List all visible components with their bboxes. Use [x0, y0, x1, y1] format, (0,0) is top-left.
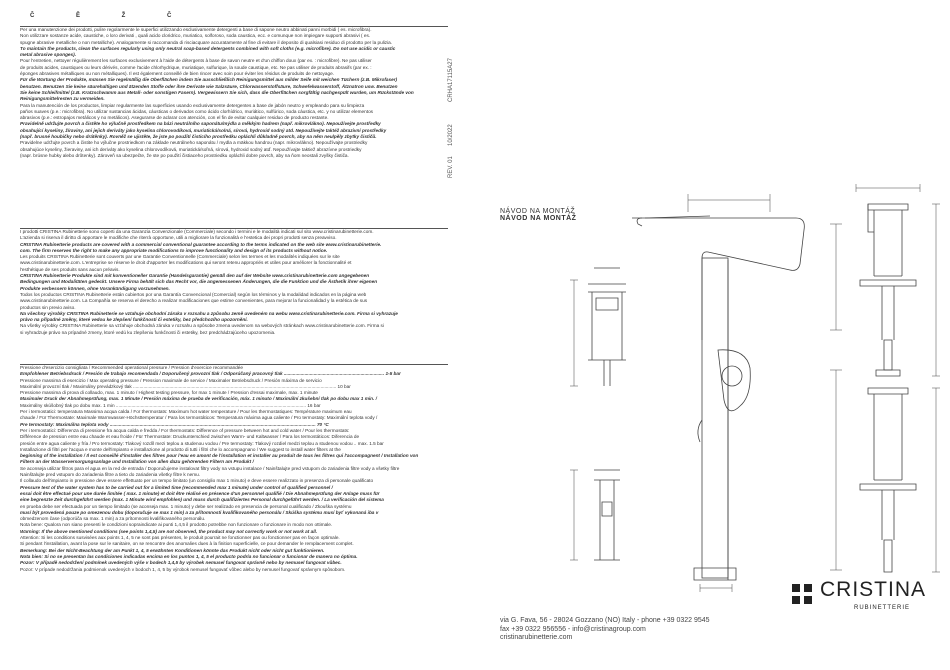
text-line: Non utilizzare sostanze acide, caustiche, o loro derivati , quali acido cloridrico, muriatico, solforoso, soda caustica, ecc. e comunque non impiegare supporti abrasivi ( es. — [20, 33, 371, 39]
text-line: Pozor: V prípade nedodržania podmienok uvedených v bodoch 1, 4, 5 by výrobok nemusel fungovať vôbec alebo by nemusel fungovať správnym spôsobom. — [20, 566, 346, 572]
text-line: eine begrenzte Zeit durchgeführt werden (max. 1 Minute wird empfohlen) und muss durch qualifiziertes Personal durchgeführt werden. / La verificación del sistema — [20, 497, 384, 503]
text-line: Na všechny výrobky CRISTINA Rubinetterie se vztahuje obchodní záruka v rozsahu a způsobu země uvedeném na webu www.cristinarubinetterie.com. Firma si vyhrazuje — [20, 310, 398, 316]
text-line: Filtern an der Wasserversorgungsanlage und Installation von allen dazu gehörenden Filtern am Produkt / — [20, 459, 254, 465]
text-line: Für die Wartung der Produkte, müssen Sie regelmäßig die Oberflächen indem Sie ausschließlich Reinigungsmittel aus milder Seife mit weichen Tüchern (z.B. Mikrofaser) — [20, 77, 398, 83]
text-line: Différence de pression entre eau chaude et eau froide / Für Thermostate: Druckunterschied zwischen Warm- und Kaltwasser / Para los termostáticos: Diferencia de — [20, 434, 360, 440]
text-line: Sie keine Schleifmittel (z.B. Kratzschwamm aus Metall- oder sonstigen Fasern). Vergewissern Sie sich, dass die Oberflächen sorgfältig nachgespült wurden, um Rückstände von — [20, 89, 414, 95]
warranty-section — [20, 228, 448, 361]
cristina-cross-icon — [792, 584, 812, 604]
text-line: éponges abrasives métalliques ou non métalliques). Il est également conseillé de bien rincer avec soin pour éviter les résidus de produits de nettoyage. — [20, 71, 334, 77]
text-line: právo na případné změny, které vedou ke zlepšení funkčnosti či estetiky, bez předchozího upozornění. — [20, 317, 248, 323]
text-line: Todos los productos CRISTINA Rubinetterie están cubiertos por una Garantía Convencional (Comercial) según los términos y la modalidad indicados en la página web — [20, 291, 367, 297]
text-line: Pressure test of the water system has to be carried out for a limited time (recommended max 1 minute) under control of qualified personnel / — [20, 484, 333, 490]
text-line: beginning of the installation / Il est conseillé d'installer des filtres pour l'eau en amont de l'installation et installer au produit de tous les filtres qui l'accompagnent / Installation von — [20, 453, 419, 459]
text-line: presión entre agua caliente y fría / Pro termostaty: Tlakový rozdíl mezi teplou a studenou vodou / Pre termostaty: Tlakový rozdiel medzi teplou a studenou vodou .. max. 1.5 bar — [20, 440, 384, 446]
text-line: Pravidelne udržujte povrch a čistite ho výlučne prostriedkom na základe neutrálneho saponátu / mydla a mäkkou handrou (napr. mikrovlákno). Nepoužívajte prostriedky — [20, 140, 368, 146]
text-line: com. The firm reserves the right to make any appropriate modifications to improve functionality and design of its products without notice. — [20, 247, 328, 253]
installation-title-line2: NÁVOD NA MONTÁŽ — [500, 215, 577, 222]
faucet-handle-cap — [722, 366, 742, 386]
company-contact — [500, 617, 710, 643]
document-revision: REV. 01 — [448, 156, 454, 178]
faucet-spout — [632, 218, 804, 340]
text-line: Maximální provozní tlak / Maximálny prevádzkový tlak ............................................................................................................................................................ 10 bar — [20, 383, 351, 389]
text-line: obsahující kyseliny, žíraviny, ani jejich deriváty jako kyselina chlorovodíková, muriatická/solná, sírová, hydroxid sodný atd. Nepoužívejte taktéž abrazivní prostředky — [20, 127, 387, 133]
technical-data-section — [20, 364, 448, 637]
text-line: Pozor: V případě nedodržení podmínek uvedených výše v bodech 1,4,5 by výrobek nemusel fungovat správně nebo by nemusel fungovat vůbec. — [20, 560, 342, 566]
text-line: I prodotti CRISTINA Rubinetterie sono coperti da una Garanzia Convenzionale (Commerciale) secondo i termini e le modalità indicati sul sito www.cristinarubinetterie.com. — [20, 229, 374, 234]
text-line: Pressione massima di esercizio / Max operating pressure / Pression maximale de service / Maximaler Betriebsdruck / Presión máxima de servicio — [20, 377, 322, 383]
text-line: Il collaudo dell'impianto in pressione deve essere effettuato per un tempo limitato (un consiglio max 1 minuto) e deve essere realizzato in presenza di personale qualificato — [20, 478, 374, 484]
text-line: Nota bene: Qualora non siano presenti le condizioni sopraindicate ai punti 1,4,5 il prodotto potrebbe non funzionare o funzionare in modo non ottimale. — [20, 522, 333, 528]
text-line: L'azienda si riserva il diritto di apportare le modifiche che riterrà opportune, utili a migliorare la funzionalità e l'estetica dei propri prodotti senza preavviso. — [20, 235, 337, 241]
text-line: (napr. brúsne hubky alebo drôtenky). Zároveň sa ubezpečte, že ste po použití čistiaceho prostriedku opláchli dobre povrch, aby na ňom neostali zvyšky čističa. — [20, 152, 349, 158]
text-line: Pre termostaty: Maximálna teplota vody .............................................................................................................................................................. 70 °C — [20, 421, 329, 427]
instructions-text-column — [20, 12, 448, 662]
document-reference-spine — [448, 20, 464, 178]
text-line: www.cristinarubinetterie.com. La Compañía se reserva el derecho a realizar modificaciones que estime convenientes, para mejorar la funcionalidad y la estética de sus — [20, 298, 368, 304]
text-line: Produkte verbessern können, ohne Vorankündigung vorzunehmen. — [20, 285, 170, 291]
faucet-technical-drawing — [470, 180, 950, 600]
cristina-logo — [790, 578, 930, 618]
text-line: Pressione d'esercizio consigliata / Recommended operational pressure / Pression d'exercice recommandée — [20, 365, 243, 370]
text-line: www.cristinarubinetterie.com. L'entreprise se réserve le droit d'apporter les modifications qui seront retenu appropriés et utiles pour améliorer la fonctionnalité et — [20, 260, 352, 266]
text-line: To maintain the products, clean the surfaces regularly using only neutral soap-based detergents combined with soft cloths (e.g. microfibre). Do not use acidic or caustic — [20, 45, 396, 51]
text-line: Pour l'entretien, nettoyer régulièrement les surfaces exclusivement à l'aide de détergents à base de savon neutre et d'un chiffon doux (par ex. : microfibre). Ne pas utiliser — [20, 58, 372, 64]
text-line: Maximálny skúšobný tlak po dobu max. 1 min .................................................................................................................................................. 16 bar — [20, 402, 321, 408]
text-line: obmedzenom čase (odporúča sa max. 1 min) a za prítomnosti kvalifikovaného personálu. — [20, 516, 206, 522]
text-line: Per i termostatici: Differenza di pressione fra acqua calda e fredda / For thermostats: Difference of pressure between hot and cold water / Pour les thermostats: — [20, 427, 350, 433]
cleaning-section — [20, 26, 448, 213]
text-line: Nota bien: Si no se presentan las condiciones indicadas encima en los puntos 1, 4, 5 el producto podría no funcionar o funcionar de manera no óptima. — [20, 553, 358, 559]
text-line: CRISTINA Rubinetterie products are covered with a commercial conventional guarantee according to the terms indicated on the web site www.cristinarubinetterie. — [20, 241, 382, 247]
faucet-body — [702, 258, 728, 578]
text-line: Si pendant l'installation, avant la pose sur le sanitaire, on se rencontre des anomalies dues à la finition superficielle, ce pour demander le remplacement complet. — [20, 541, 354, 547]
text-line: abrasivos (p.e.: estropajos metálicos y no metálicos). Asegurarse de aclarar con atención, con el fin de evitar cualquier residuo de producto restante. — [20, 115, 329, 121]
brand-subtitle: RUBINETTERIE — [854, 605, 911, 611]
text-line: Maximaler Druck der Abnahmeprüfung, max. 1 Minute / Presión máxima de prueba de verificación, máx. 1 minuto / Maximální zkušební tlak po dobu max 1 min. / — [20, 396, 377, 402]
text-line: paños suaves (p.e.: microfibra). No utilizar sustancias ácidas, cáusticas o derivados como ácido clorhídrico, muriático, sulfúrico, soda cáustica, etc. y no utilizar elementos — [20, 108, 374, 114]
text-line: (např. brusné houbičky nebo drátěnky). Rovněž se ujistěte, že jste po použití čisticího prostředku opláchli důkladně povrch, aby na něm neulpěly zbytky čističů. — [20, 134, 377, 140]
text-line: obsahujúce kyseliny, žieraviny, ani ich deriváty ako kyselina chlorovodíková, muriatická/soľná, sírová, hydroxid sodný atď. Nepoužívajte taktiež abrazívne prostriedky — [20, 146, 362, 152]
text-line: Pressione massima di prova di collaudo, max. 1 minuto / Highest testing pressure, for max 1 minute / Pression d'essai maximale, max. 1 minute — [20, 390, 318, 396]
text-line: Installazione di filtri per l'acqua e monte dell'impianto e installazione al prodotto di tutti i filtri che lo accompagnano / We suggest to install water filters at the — [20, 446, 341, 452]
side-view-top — [868, 204, 908, 276]
text-line: Per i termostatici: temperatura Massima acqua calda / For thermostats: Maximum hot water temperature / Pour les thermostatiques: Température maximum eau — [20, 409, 352, 415]
text-line: Attention: Si les conditions susvisées aux points 1, 4, 5 ne sont pas présentes, le produit pourrait ne fonctionner pas ou fonctionner pas en façon optimale. — [20, 535, 340, 541]
drawing-panel — [470, 0, 950, 670]
text-line: Reinigungsmittelresten zu vermeiden. — [20, 96, 105, 102]
text-line: chaude / Für Thermostate: Maximale Warmwasser-Höchsttemperatur / Para los termostáticos: Temperatura máxima agua caliente / Pro termostaty: Maximální teplota vody / — [20, 415, 378, 421]
contact-fax-email: fax +39 0322 956556 - info@cristinagroup.com — [500, 625, 646, 633]
text-line: spugne abrasive metalliche o non metalliche). Analogamente si raccomanda di risciacquare accuratamente al fine di evitare il deposito di qualsiasi residuo di prodotto per la pulizia. — [20, 39, 393, 45]
drain-detail — [588, 268, 626, 360]
section-header-cleaning: Č Ě Ž Č — [30, 13, 192, 19]
text-line: musí být provedená pouze po omezenou dobu (doporučuje se max 1 min) a za přítomnosti kvalifikovaného personálu / Skúška systému musí byť vykonaná iba v — [20, 509, 379, 515]
text-line: Bemerkung: Bei der Nicht-Beachtung der am Punkt 1, 4, 5 erwähnten Konditionen könnte das Produkt nicht oder nicht gut funktionieren. — [20, 547, 325, 553]
text-line: Se aconseja utilizar filtros para el agua en la red de entrada / Doporučujeme instalovat filtry vody na vstupu instalace / Nainštalujte pred vstupom do zariadenia filtre vody a všetky filtre — [20, 465, 400, 471]
text-line: de produits acides, caustiques ou leurs dérivés, comme l'acide chlorhydrique, muriatique, sulfurique, la soude caustique, etc. Ne pas utiliser de produits abrasifs (par ex. : — [20, 64, 372, 70]
text-line: productos sin previo aviso. — [20, 304, 76, 310]
text-line: Les produits CRISTINA Rubinetterie sont couverts par une Garantie Conventionnelle (Commerciale) selon les termes et les modalités indiquées sur le site — [20, 254, 340, 260]
installation-title-line1: NÁVOD NA MONTÁŽ — [500, 208, 576, 215]
document-ref-code: CRHA17115A27 — [448, 58, 454, 102]
text-line: essai doit être effectué pour une durée limitée ( max. 1 minute) et doit être réalisé en présence d'un personnel qualifié / Die Abnahmeprüfung der Anlage muss für — [20, 490, 380, 496]
text-line: l'esthétique de ses produits sans aucun préavis. — [20, 266, 120, 272]
text-line: Para la manutención de los productos, limpiar regularmente las superficies usando exclusivamente detergentes a base de jabón neutro y empleando para su limpieza — [20, 102, 365, 108]
text-line: Empfohlener Betriebsdruck / Presión de trabajo recomendada / Doporučený provozní tlak / Odporúčaný pracovný tlak ............................................................................. 1-5 bar — [20, 371, 401, 377]
brand-name: CRISTINA — [820, 578, 927, 601]
text-line: Warning: If the above mentioned conditions (see points 1,4,5) are not observed, the product may not correctly work or not work at all. — [20, 528, 318, 534]
text-line: si vyhradzuje právo na prípadné zmeny, ktoré vedú ku zlepšeniu funkčnosti či estetiky, bez predchádzajúceho upozornenia. — [20, 329, 276, 335]
document-date: 10/2022 — [448, 124, 454, 146]
text-line: Na všetky výrobky CRISTINA Rubinetterie sa vzťahuje obchodná záruka v rozsahu a spôsobe zmena uvedenom na webových stránkach www.cristinarubinetterie.com. Firma si — [20, 323, 384, 329]
side-view-bottom — [868, 388, 908, 480]
contact-website: cristinarubinetterie.com — [500, 634, 573, 642]
text-line: CRISTINA Rubinetterie Produkte sind mit konventioneller Garantie (Handelsgarantie) gemäß den auf der Website www.cristinarubinetterie.com angegebenen — [20, 273, 370, 279]
contact-address: via G. Fava, 56 - 28024 Gozzano (NO) Italy - phone +39 0322 9545 — [500, 617, 710, 624]
text-line: metal abrasive sponges). — [20, 52, 77, 58]
text-line: Per una manutenzione dei prodotti, pulire regolarmente le superfici utilizzando esclusivamente detergenti a base di sapone neutro abbinati panni morbidi ( es. microfibra). — [20, 27, 372, 32]
text-line: Nainštalujte pred vstupom do zariadenia filtre a tieto do zariadenia všetky filtre k nemu. — [20, 472, 201, 478]
text-line: Pravidelně udržujte povrch a čistěte ho výlučně prostředkem na bázi neutrálního saponátu/mýdla a měkkým hadrem (např. mikrovlákno). Nepoužívejte prostředky — [20, 121, 381, 127]
text-line: benutzen. Benutzen Sie keine säurehaltigen und ätzenden Stoffe oder ihre Derivate wie Salzsäure, Chlorwasserstoffsäure, Schwefelwasserstoff, Ätznatron usw. Benutzen — [20, 83, 398, 89]
text-line: en prueba debe ser efectuada por un tiempo limitado (se aconseja max. 1 minuto) y debe ser realizado en presencia de personal cualificado / Zkouška systému — [20, 503, 352, 509]
text-line: Bedingungen und Modalitäten gedeckt. Unsere Firma behält sich das Recht vor, die angemessenen Änderungen, die die Funktion und die Ästhetik ihrer eigenen — [20, 279, 378, 285]
